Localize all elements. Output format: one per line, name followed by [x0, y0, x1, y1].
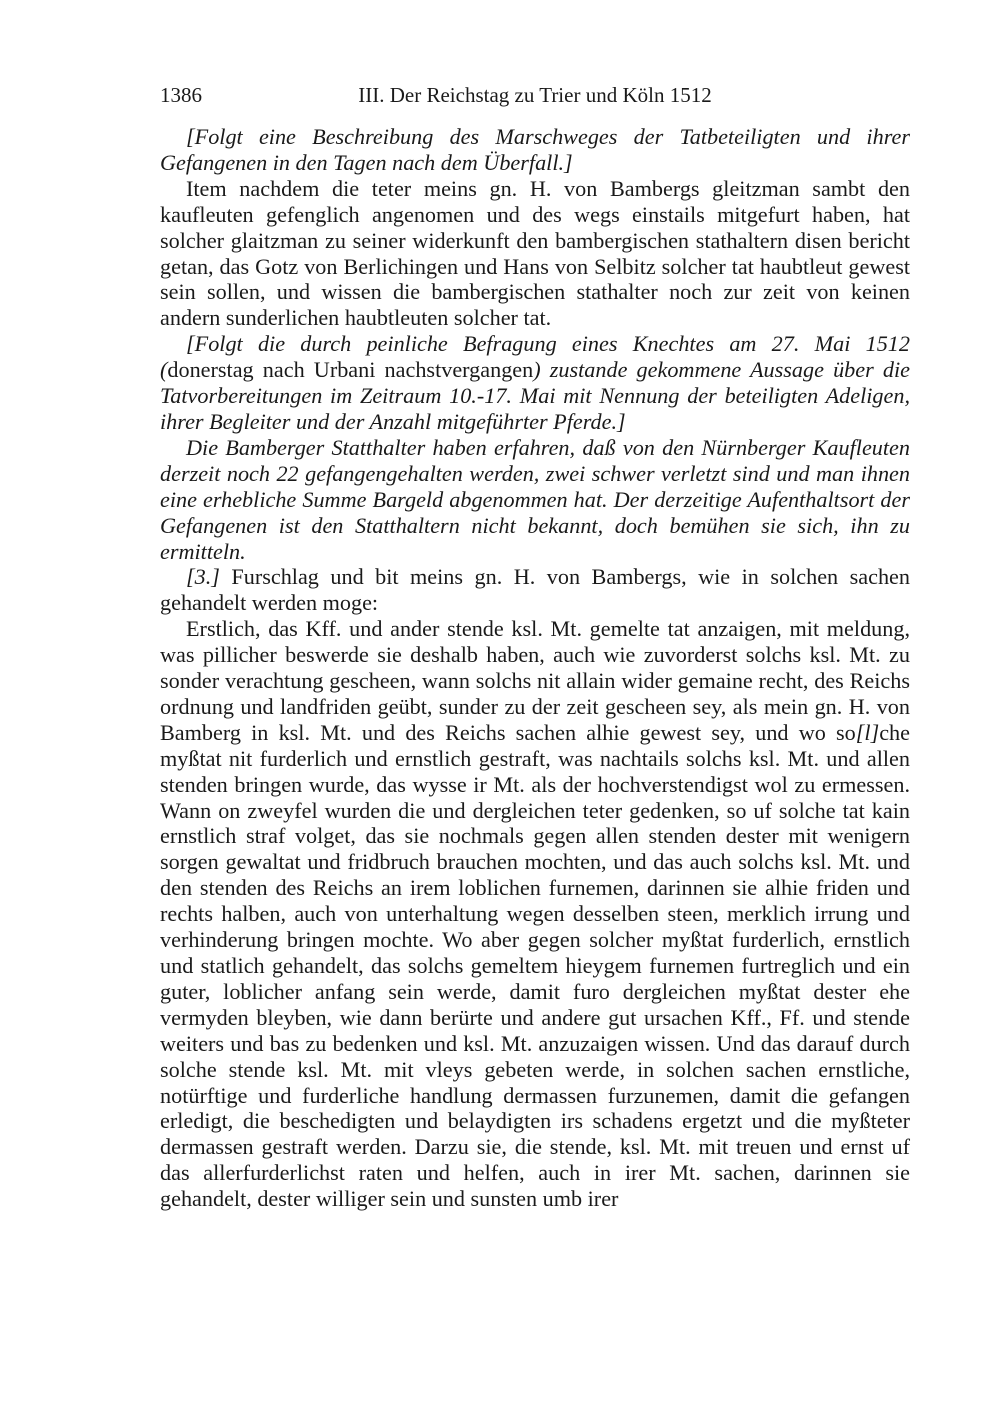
page-number: 1386 — [160, 83, 202, 107]
section-paragraph — [160, 564, 910, 616]
source-text: Erstlich, das Kff. und ander stende ksl. Mt. gemelte tat anzaigen, mit meldung, was pillicher beswerde sie deshalb haben, auch wie zuvorderst solchs ksl. Mt. zu sonder verachtung gescheen, wann solchs nit allain wider gemaine recht, des Reichs ordnung und landfriden geübt, sunder zu der zeit gescheen sey, als mein gn. H. von Bamberg in ksl. Mt. und des Reichs sachen alhie gewest sey, und wo so — [160, 616, 910, 745]
section-marker: [3.] — [186, 564, 220, 590]
source-text: Furschlag und bit meins gn. H. von Bambergs, wie in solchen sachen gehandelt werden moge: — [160, 564, 910, 616]
page-header — [160, 80, 910, 110]
editorial-summary-paragraph: Die Bamberger Statthalter haben erfahren, daß von den Nürnberger Kaufleuten derzeit noch 22 gefangengehalten werden, zwei schwer verletzt sind und man ihnen eine erhebliche Summe Bargeld abgenommen hat. Der derzeitige Aufenthaltsort der Gefangenen ist den Statthaltern nicht bekannt, doch bemühen sie sich, ihn zu ermitteln. — [160, 434, 910, 564]
quoted-source-text: donerstag nach Urbani nachstvergangen — [167, 357, 534, 383]
editorial-summary-paragraph — [160, 331, 910, 435]
source-text-paragraph — [160, 616, 910, 1212]
running-title: III. Der Reichstag zu Trier und Köln 1512 — [358, 83, 712, 107]
source-text-paragraph: Item nachdem die teter meins gn. H. von Bambergs gleitzman sambt den kaufleuten gefenglich angenomen und des wegs einstails mitgefurt haben, hat solcher glaitzman zu seiner widerkunft den bambergischen stathaltern disen bericht getan, das Gotz von Berlichingen und Hans von Selbitz solcher tat haubtleut gewest sein sollen, und wissen die bambergischen stathalter noch zur zeit von keinen andern sunderlichen haubtleuten solcher tat. — [160, 175, 910, 331]
body-text — [160, 124, 910, 1212]
editorial-text: [Folgt die durch peinliche Befragung eines Knechtes am 27. Mai 1512 ( — [160, 331, 910, 383]
editorial-summary-paragraph: [Folgt eine Beschreibung des Marschweges der Tatbeteiligten und ihrer Gefangenen in den Tagen nach dem Überfall.] — [160, 124, 910, 175]
editorial-text: ) zustande gekommene Aussage über die Tatvorbereitungen im Zeitraum 10.-17. Mai mit Nennung der beteiligten Adeligen, ihrer Begleiter und der Anzahl mitgeführter Pferde.] — [160, 357, 910, 434]
editorial-emendation: [l] — [855, 719, 880, 745]
source-text: che myßtat nit furderlich und ernstlich gestraft, was nachtails solchs ksl. Mt. und allen stenden bringen wurde, das wysse ir Mt. als der hochverstendigst wol zu ermessen. Wann on zweyfel wurden die und dergleichen teter gedenken, so uf solche tat kain ernstlich straf volget, das sie nochmals gegen allen stenden dester mit wenigern sorgen gewaltat und fridbruch brauchen mochten, und das auch solchs ksl. Mt. und den stenden des Reichs an irem loblichen furnemen, darinnen sie alhie friden und rechts halben, auch von unterhaltung wegen desselben steen, merklich irrung und verhinderung bringen mochte. Wo aber gegen solcher myßtat furderlich, ernstlich und statlich gehandelt, das solchs gemeltem hieygem furnemen furtreglich und ein guter, loblicher anfang sein werde, damit furo dergleichen myßtat dester ehe vermyden bleyben, wie dann berürte und andere gut ursachen Kff., Ff. und stende weiters und bas zu bedenken und ksl. Mt. anzuzaigen wissen. Und das darauf durch solche stende ksl. Mt. mit vleys gebeten werde, in solchen sachen ernstliche, notürftige und furderliche handlung dermassen furzunemen, damit die gefangen erledigt, die beschedigten und belaydigten irs schadens ergetzt und die myßteter dermassen gestraft werden. Darzu sie, die stende, ksl. Mt. mit treuen und ernst uf das allerfurderlichst raten und helfen, auch in irer Mt. sachen, darinnen sie gehandelt, dester williger sein und sunsten umb irer — [160, 719, 910, 1212]
